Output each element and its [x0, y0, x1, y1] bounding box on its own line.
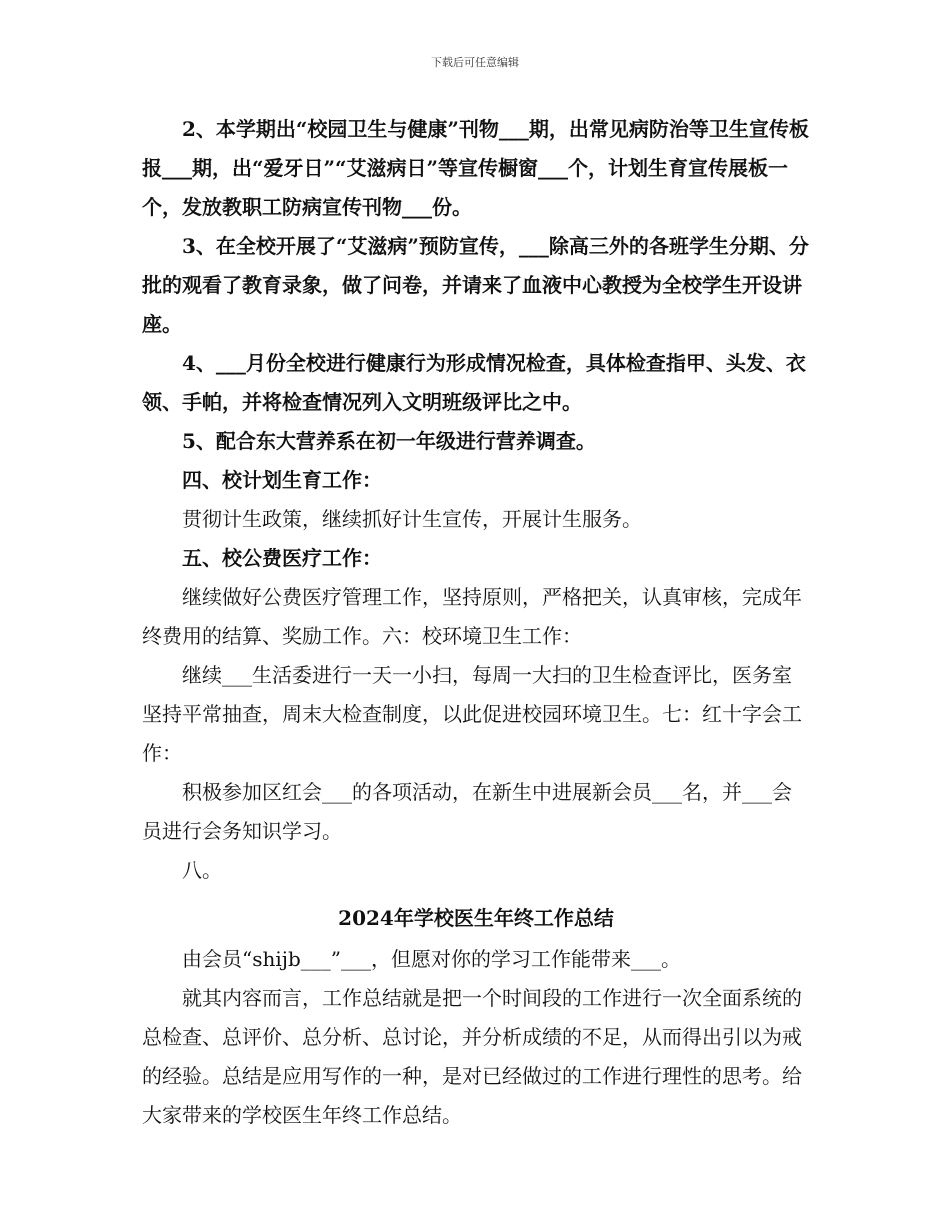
section-heading-medical-care: 五、校公费医疗工作：: [182, 546, 382, 570]
paragraph-environment: 继续___生活委进行一天一小扫，每周一大扫的卫生检查评比，医务室坚持平常抽查，周末大检查制度，以此促进校园环境卫生。七：红十字会工作：: [142, 663, 802, 765]
paragraph-member-note: 由会员“shijb___”___，但愿对你的学习工作能带来___。: [182, 947, 681, 971]
page-header: 下载后可任意编辑: [431, 56, 519, 69]
document-body: [142, 110, 810, 1135]
paragraph-item-5: 5、配合东大营养系在初一年级进行营养调查。: [182, 429, 596, 453]
paragraph-item-3: 3、在全校开展了“艾滋病”预防宣传，___除高三外的各班学生分期、分批的观看了教育录象，做了问卷，并请来了血液中心教授为全校学生开设讲座。: [142, 234, 809, 336]
paragraph-item-2: 2、本学期出“校园卫生与健康”刊物___期，出常见病防治等卫生宣传板报___期，出“爱牙日”“艾滋病日”等宣传橱窗___个，计划生育宣传展板一个，发放教职工防病宣传刊物___份。: [142, 117, 809, 219]
paragraph-item-4: 4、___月份全校进行健康行为形成情况检查，具体检查指甲、头发、衣领、手帕，并将检查情况列入文明班级评比之中。: [142, 351, 806, 414]
paragraph-red-cross: 积极参加区红会___的各项活动，在新生中进展新会员___名，并___会员进行会务知识学习。: [142, 780, 792, 843]
document-title: 2024年学校医生年终工作总结: [338, 906, 614, 930]
paragraph-summary-intro: 就其内容而言，工作总结就是把一个时间段的工作进行一次全面系统的总检查、总评价、总分析、总讨论，并分析成绩的不足，从而得出引以为戒的经验。总结是应用写作的一种，是对已经做过的工作进行理性的思考。给大家带来的学校医生年终工作总结。: [142, 986, 802, 1127]
paragraph-medical-care: 继续做好公费医疗管理工作，坚持原则，严格把关，认真审核，完成年终费用的结算、奖励工作。六：校环境卫生工作：: [142, 585, 802, 648]
section-heading-family-planning: 四、校计划生育工作：: [182, 468, 382, 492]
paragraph-family-planning: 贯彻计生政策，继续抓好计生宣传，开展计生服务。: [182, 507, 642, 531]
paragraph-eight: 八。: [182, 858, 222, 882]
